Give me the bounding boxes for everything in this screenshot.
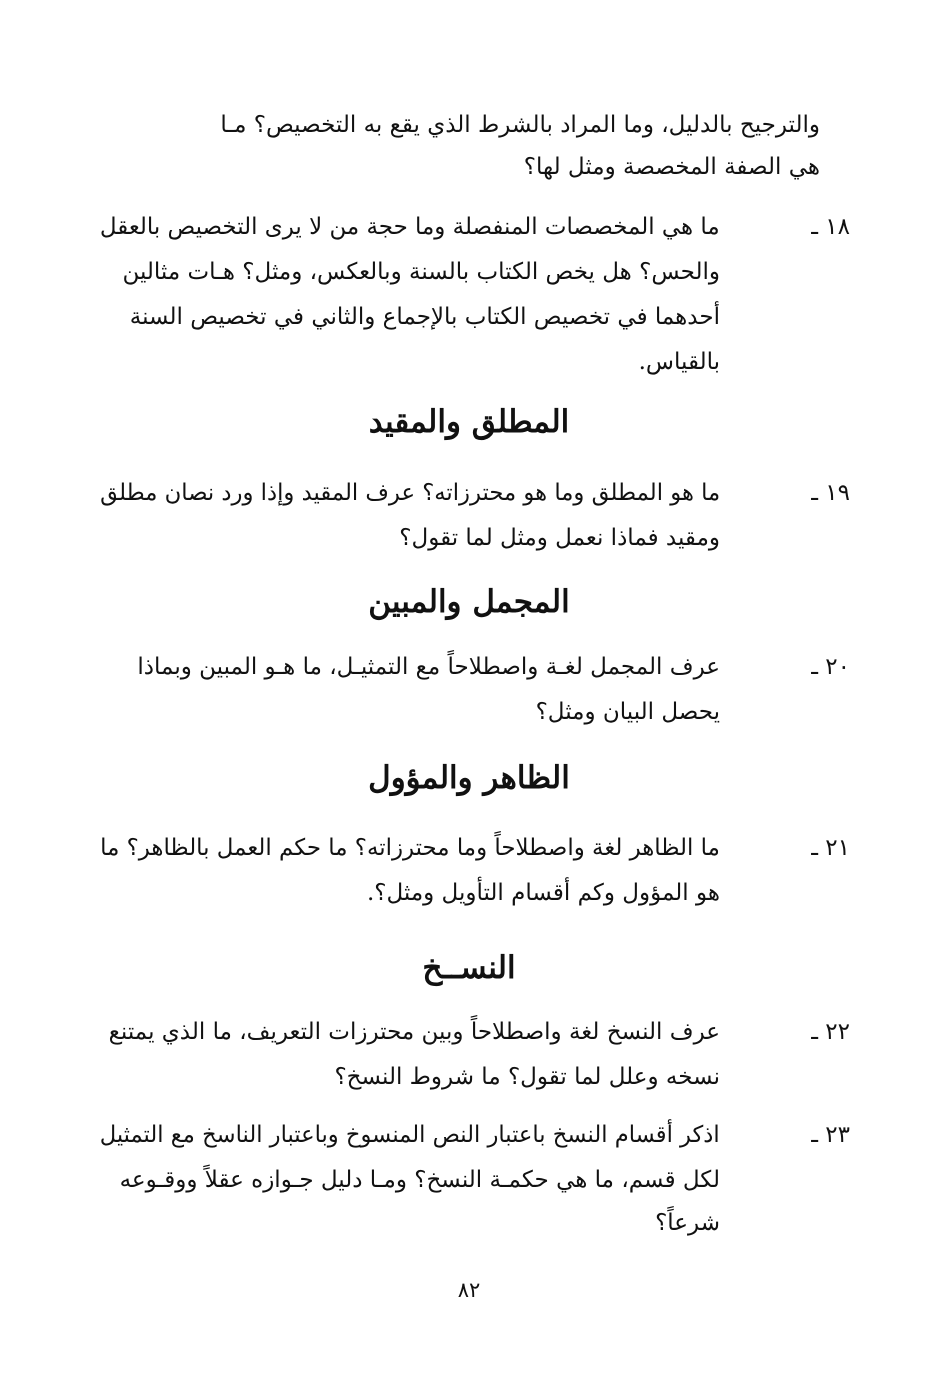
text-line: يحصل البيان ومثل؟ <box>535 699 720 725</box>
section-heading: المجمل والمبين <box>368 584 570 620</box>
section-heading: الظاهر والمؤول <box>368 760 570 796</box>
text-line: أحدهما في تخصيص الكتاب بالإجماع والثاني في تخصيص السنة <box>129 304 720 330</box>
question-number: ٢٣ ـ <box>811 1122 850 1148</box>
text-line: عرف المجمل لغـة واصطلاحاً مع التمثيـل، ما هـو المبين وبماذا <box>137 654 720 680</box>
continuation-paragraph <box>100 110 820 180</box>
text-line: ما الظاهر لغة واصطلاحاً وما محترزاته؟ ما حكم العمل بالظاهر؟ ما <box>100 835 720 861</box>
text-line: والترجيح بالدليل، وما المراد بالشرط الذي يقع به التخصيص؟ مـا <box>220 112 820 138</box>
text-line: ما هي المخصصات المنفصلة وما حجة من لا يرى التخصيص بالعقل <box>100 214 720 240</box>
question-19 <box>100 478 720 553</box>
text-line: بالقياس. <box>638 349 720 375</box>
text-line: عرف النسخ لغة واصطلاحاً وبين محترزات التعريف، ما الذي يمتنع <box>108 1019 720 1045</box>
section-heading: النســخ <box>422 950 516 986</box>
text-line: ما هو المطلق وما هو محترزاته؟ عرف المقيد وإذا ورد نصان مطلق <box>99 480 720 506</box>
question-22 <box>100 1017 720 1092</box>
question-number: ٢٢ ـ <box>811 1019 850 1045</box>
question-number: ٢١ ـ <box>811 835 850 861</box>
text-line: شرعاً؟ <box>655 1210 720 1236</box>
text-line: هي الصفة المخصصة ومثل لها؟ <box>523 154 820 180</box>
question-18 <box>100 212 720 375</box>
text-line: نسخه وعلل لما تقول؟ ما شروط النسخ؟ <box>334 1064 720 1090</box>
page-number: ٨٢ <box>457 1278 481 1302</box>
question-number: ٢٠ ـ <box>811 654 850 680</box>
question-21 <box>100 833 720 908</box>
question-number: ١٨ ـ <box>811 214 850 240</box>
question-number: ١٩ ـ <box>811 480 850 506</box>
text-line: لكل قسم، ما هي حكمـة النسخ؟ ومـا دليل جـوازه عقلاً ووقـوعه <box>119 1167 720 1193</box>
section-heading: المطلق والمقيد <box>368 404 570 440</box>
question-20 <box>100 652 720 727</box>
text-line: ومقيد فماذا نعمل ومثل لما تقول؟ <box>399 525 720 551</box>
text-line: اذكر أقسام النسخ باعتبار النص المنسوخ وباعتبار الناسخ مع التمثيل <box>100 1122 720 1148</box>
text-line: هو المؤول وكم أقسام التأويل ومثل؟. <box>366 880 720 906</box>
question-23 <box>100 1120 720 1240</box>
text-line: والحس؟ هل يخص الكتاب بالسنة وبالعكس، ومثل؟ هـات مثالين <box>122 259 720 285</box>
